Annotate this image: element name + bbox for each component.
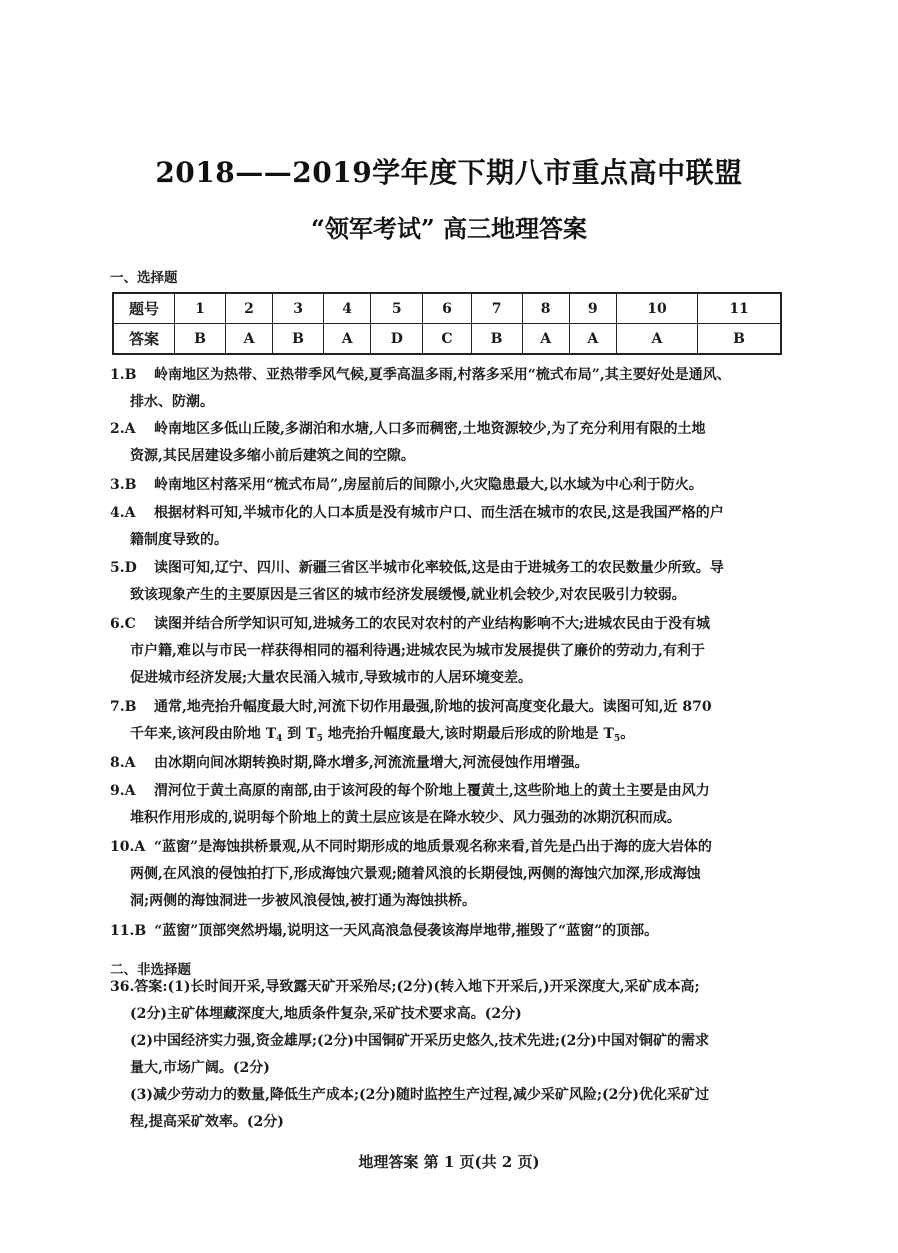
item-number: 7.B — [110, 699, 137, 715]
text-fragment: 千年来,该河段由阶地 T — [130, 726, 277, 742]
section-heading-non-multiple-choice: 二、非选择题 — [110, 962, 191, 978]
item-number: 4.A — [110, 505, 136, 521]
item-text: 读图可知,辽宁、四川、新疆三省区半城市化率较低,这是由于进城务工的农民数量少所致。导 — [154, 560, 724, 576]
answer-cell: B — [273, 324, 324, 355]
item-text-continued: 排水、防潮。 — [130, 394, 214, 410]
item-text-continued: 籍制度导致的。 — [130, 532, 228, 548]
answer-cell: B — [175, 324, 226, 355]
answer-cell: B — [698, 324, 781, 355]
explanation-item — [110, 500, 795, 554]
item-text-continued: 两侧,在风浪的侵蚀拍打下,形成海蚀穴景观;随着风浪的长期侵蚀,两侧的海蚀穴加深,形成海蚀 — [130, 866, 701, 882]
item-number: 8.A — [110, 755, 136, 771]
item-text: 岭南地区村落采用“梳式布局”,房屋前后的间隙小,火灾隐患最大,以水域为中心利于防火。 — [154, 477, 703, 493]
answer-cell: A — [569, 324, 616, 355]
answer-cell: A — [225, 324, 272, 355]
answer-cell: A — [616, 324, 697, 355]
explanation-item — [110, 834, 795, 915]
item-text-continued: 市户籍,难以与市民一样获得相同的福利待遇;进城农民为城市发展提供了廉价的劳动力,有利于 — [130, 643, 705, 659]
question-number-cell: 7 — [471, 293, 522, 324]
item-text: “蓝窗”顶部突然坍塌,说明这一天风高浪急侵袭该海岸地带,摧毁了“蓝窗”的顶部。 — [154, 923, 659, 939]
question-number-cell: 1 — [175, 293, 226, 324]
question-number-cell: 9 — [569, 293, 616, 324]
explanation-item — [110, 778, 795, 832]
item-text-continued: (3)减少劳动力的数量,降低生产成本;(2分)随时监控生产过程,减少采矿风险;(2分)优化采矿过 — [130, 1087, 710, 1103]
item-text: 答案:(1)长时间开采,导致露天矿开采殆尽;(2分)(转入地下开采后,)开采深度大,采矿成本高; — [134, 979, 700, 995]
item-text: 通常,地壳抬升幅度最大时,河流下切作用最强,阶地的拔河高度变化最大。读图可知,近 870 — [154, 699, 712, 715]
item-text: 根据材料可知,半城市化的人口本质是没有城市户口、而生活在城市的农民,这是我国严格的户 — [154, 505, 724, 521]
item-text-continued: 量大,市场广阔。(2分) — [130, 1060, 270, 1076]
explanation-item — [110, 694, 795, 753]
answer-row — [113, 324, 781, 355]
item-text: 读图并结合所学知识可知,进城务工的农民对农村的产业结构影响不大;进城农民由于没有城 — [154, 616, 711, 632]
text-fragment: 地壳抬升幅度最大,该时期最后形成的阶地是 T — [322, 726, 614, 742]
answer-cell: A — [324, 324, 371, 355]
item-text-continued: 堆积作用形成的,说明每个阶地上的黄土层应该是在降水较少、风力强劲的冰期沉积而成。 — [130, 810, 681, 826]
question-number-cell: 5 — [371, 293, 423, 324]
question-number-cell: 11 — [698, 293, 781, 324]
explanation-item — [110, 362, 795, 416]
question-36-answer — [110, 974, 795, 1136]
answer-cell: A — [522, 324, 569, 355]
page-footer: 地理答案 第 1 页(共 2 页) — [358, 1153, 540, 1171]
item-number: 10.A — [110, 839, 146, 855]
row-label-question-number: 题号 — [113, 293, 175, 324]
explanation-item — [110, 472, 795, 499]
item-number: 36. — [110, 979, 135, 995]
item-text: 岭南地区多低山丘陵,多湖泊和水塘,人口多而稠密,土地资源较少,为了充分利用有限的土地 — [154, 421, 706, 437]
row-label-answer: 答案 — [113, 324, 175, 355]
item-text-continued: (2)中国经济实力强,资金雄厚;(2分)中国铜矿开采历史悠久,技术先进;(2分)中国对铜矿的需求 — [130, 1033, 710, 1049]
question-number-cell: 3 — [273, 293, 324, 324]
document-title: 2018——2019学年度下期八市重点高中联盟 — [155, 156, 743, 189]
answer-cell: B — [471, 324, 522, 355]
item-text-continued — [110, 721, 795, 753]
question-number-row — [113, 293, 781, 324]
question-number-cell: 8 — [522, 293, 569, 324]
question-number-cell: 6 — [423, 293, 471, 324]
section-heading-multiple-choice: 一、选择题 — [110, 270, 178, 286]
document-subtitle: “领军考试” 高三地理答案 — [311, 214, 587, 243]
explanation-item — [110, 611, 795, 692]
answer-cell: C — [423, 324, 471, 355]
item-number: 9.A — [110, 783, 136, 799]
question-number-cell: 4 — [324, 293, 371, 324]
explanation-item — [110, 750, 795, 777]
question-number-cell: 2 — [225, 293, 272, 324]
item-text: 由冰期向间冰期转换时期,降水增多,河流流量增大,河流侵蚀作用增强。 — [154, 755, 589, 771]
item-text-continued: 资源,其民居建设多缩小前后建筑之间的空隙。 — [130, 448, 415, 464]
item-text-continued: 致该现象产生的主要原因是三省区的城市经济发展缓慢,就业机会较少,对农民吸引力较弱。 — [130, 587, 686, 603]
item-text-continued: 促进城市经济发展;大量农民涌入城市,导致城市的人居环境变差。 — [130, 670, 533, 686]
text-fragment: 。 — [620, 726, 635, 742]
explanation-item — [110, 918, 795, 945]
item-number: 11.B — [110, 923, 147, 939]
item-number: 1.B — [110, 367, 137, 383]
item-text: “蓝窗”是海蚀拱桥景观,从不同时期形成的地质景观名称来看,首先是凸出于海的庞大岩体的 — [154, 839, 712, 855]
subscript: 4 — [276, 734, 283, 744]
subscript: 5 — [613, 734, 621, 744]
item-text-continued: 洞;两侧的海蚀洞进一步被风浪侵蚀,被打通为海蚀拱桥。 — [130, 893, 477, 909]
subscript: 5 — [316, 734, 323, 744]
item-number: 5.D — [110, 560, 137, 576]
item-number: 6.C — [110, 616, 136, 632]
item-number: 3.B — [110, 477, 137, 493]
answer-cell: D — [371, 324, 423, 355]
item-number: 2.A — [110, 421, 136, 437]
explanation-item — [110, 416, 795, 470]
text-fragment: 到 T — [282, 726, 317, 742]
question-number-cell: 10 — [616, 293, 697, 324]
explanation-item — [110, 555, 795, 609]
item-text-continued: (2分)主矿体埋藏深度大,地质条件复杂,采矿技术要求高。(2分) — [130, 1006, 522, 1022]
item-text: 岭南地区为热带、亚热带季风气候,夏季高温多雨,村落多采用“梳式布局”,其主要好处是通风、 — [154, 367, 731, 383]
item-text: 渭河位于黄土高原的南部,由于该河段的每个阶地上覆黄土,这些阶地上的黄土主要是由风力 — [154, 783, 710, 799]
answer-key-table — [112, 292, 782, 355]
item-text-continued: 程,提高采矿效率。(2分) — [130, 1114, 284, 1130]
